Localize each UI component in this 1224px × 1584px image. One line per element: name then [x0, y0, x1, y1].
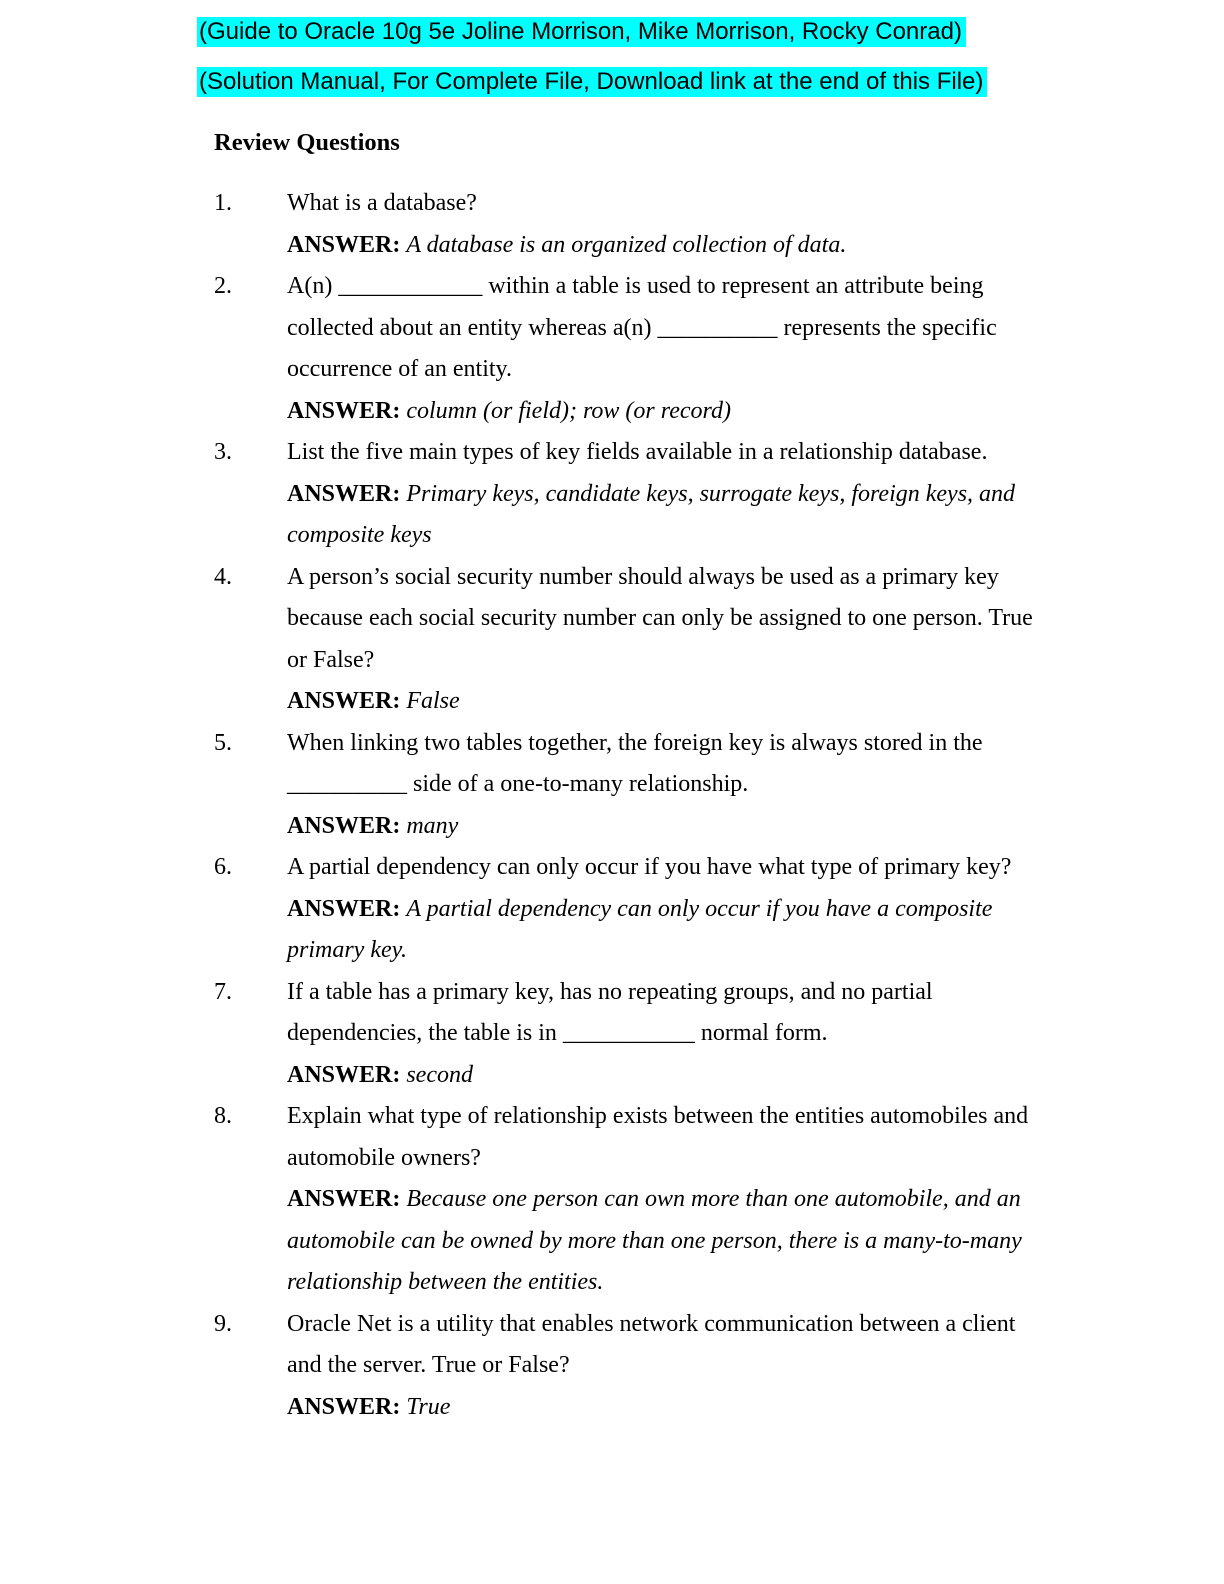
header-highlight-line-1 [197, 16, 1168, 48]
answer-line [287, 474, 1035, 557]
question-item [197, 847, 1168, 972]
highlighted-text: (Guide to Oracle 10g 5e Joline Morrison, Mike Morrison, Rocky Conrad) [197, 17, 966, 47]
question-item [197, 1096, 1168, 1304]
header-highlight-line-2 [197, 66, 1168, 98]
answer-line [287, 1179, 1035, 1304]
question-body [287, 723, 1035, 848]
answer-line [287, 806, 1035, 848]
answer-text: A database is an organized collection of data. [406, 231, 847, 258]
answer-line [287, 1387, 1035, 1429]
question-item [197, 557, 1168, 723]
section-title: Review Questions [214, 129, 400, 156]
question-item [197, 183, 1168, 266]
answer-line [287, 391, 1035, 433]
answer-label: ANSWER: [287, 1186, 401, 1212]
question-item [197, 972, 1168, 1097]
question-body [287, 432, 1035, 557]
answer-label: ANSWER: [287, 1393, 401, 1420]
answer-line [287, 225, 1035, 267]
answer-text: Because one person can own more than one automobile, and an automobile can be owned by more than one person, there is a many-to-many relationship between the entities. [287, 1186, 1022, 1295]
answer-text: False [406, 688, 460, 714]
question-text: A person’s social security number should always be used as a primary key because each social security number can only be assigned to one person. True or False? [287, 563, 1033, 673]
question-text: A(n) ____________ within a table is used to represent an attribute being collected about an entity whereas a(n) __________ represents the specific occurrence of an entity. [287, 273, 997, 382]
question-text: A partial dependency can only occur if you have what type of primary key? [287, 854, 1012, 880]
question-item [197, 723, 1168, 848]
question-item [197, 266, 1168, 432]
question-text: Oracle Net is a utility that enables network communication between a client and the server. True or False? [287, 1310, 1016, 1378]
highlighted-text: (Solution Manual, For Complete File, Download link at the end of this File) [197, 67, 987, 97]
question-item [197, 1304, 1168, 1429]
answer-label: ANSWER: [287, 397, 401, 424]
question-number: 7. [214, 978, 232, 1005]
question-text: Explain what type of relationship exists between the entities automobiles and automobile owners? [287, 1103, 1029, 1171]
question-number: 9. [214, 1310, 232, 1337]
question-text: When linking two tables together, the foreign key is always stored in the __________ side of a one-to-many relationship. [287, 729, 983, 797]
answer-label: ANSWER: [287, 231, 401, 258]
question-body [287, 847, 1035, 972]
answer-label: ANSWER: [287, 480, 401, 507]
answer-label: ANSWER: [287, 812, 401, 839]
question-body [287, 183, 1035, 266]
answer-line [287, 681, 1035, 723]
question-list [197, 183, 1168, 1428]
answer-text: second [406, 1061, 473, 1088]
question-body [287, 1096, 1035, 1304]
question-number: 2. [214, 273, 232, 299]
question-text: List the five main types of key fields available in a relationship database. [287, 439, 988, 465]
answer-line [287, 889, 1035, 972]
question-number: 6. [214, 854, 232, 880]
answer-label: ANSWER: [287, 895, 401, 922]
question-body [287, 1304, 1035, 1429]
answer-line [287, 1055, 1035, 1097]
answer-text: True [406, 1393, 451, 1420]
answer-text: many [406, 812, 459, 839]
question-body [287, 557, 1035, 723]
question-number: 1. [214, 190, 232, 216]
question-number: 8. [214, 1103, 232, 1129]
answer-text: Primary keys, candidate keys, surrogate keys, foreign keys, and composite keys [287, 480, 1016, 548]
answer-label: ANSWER: [287, 688, 401, 714]
question-body [287, 266, 1035, 432]
question-body [287, 972, 1035, 1097]
question-number: 3. [214, 439, 232, 465]
answer-label: ANSWER: [287, 1061, 401, 1088]
question-number: 5. [214, 729, 232, 756]
question-number: 4. [214, 563, 232, 590]
answer-text: A partial dependency can only occur if you have a composite primary key. [287, 895, 993, 963]
question-item [197, 432, 1168, 557]
question-text: What is a database? [287, 190, 477, 216]
question-text: If a table has a primary key, has no repeating groups, and no partial dependencies, the table is in ___________ normal form. [287, 978, 933, 1046]
answer-text: column (or field); row (or record) [406, 397, 731, 424]
